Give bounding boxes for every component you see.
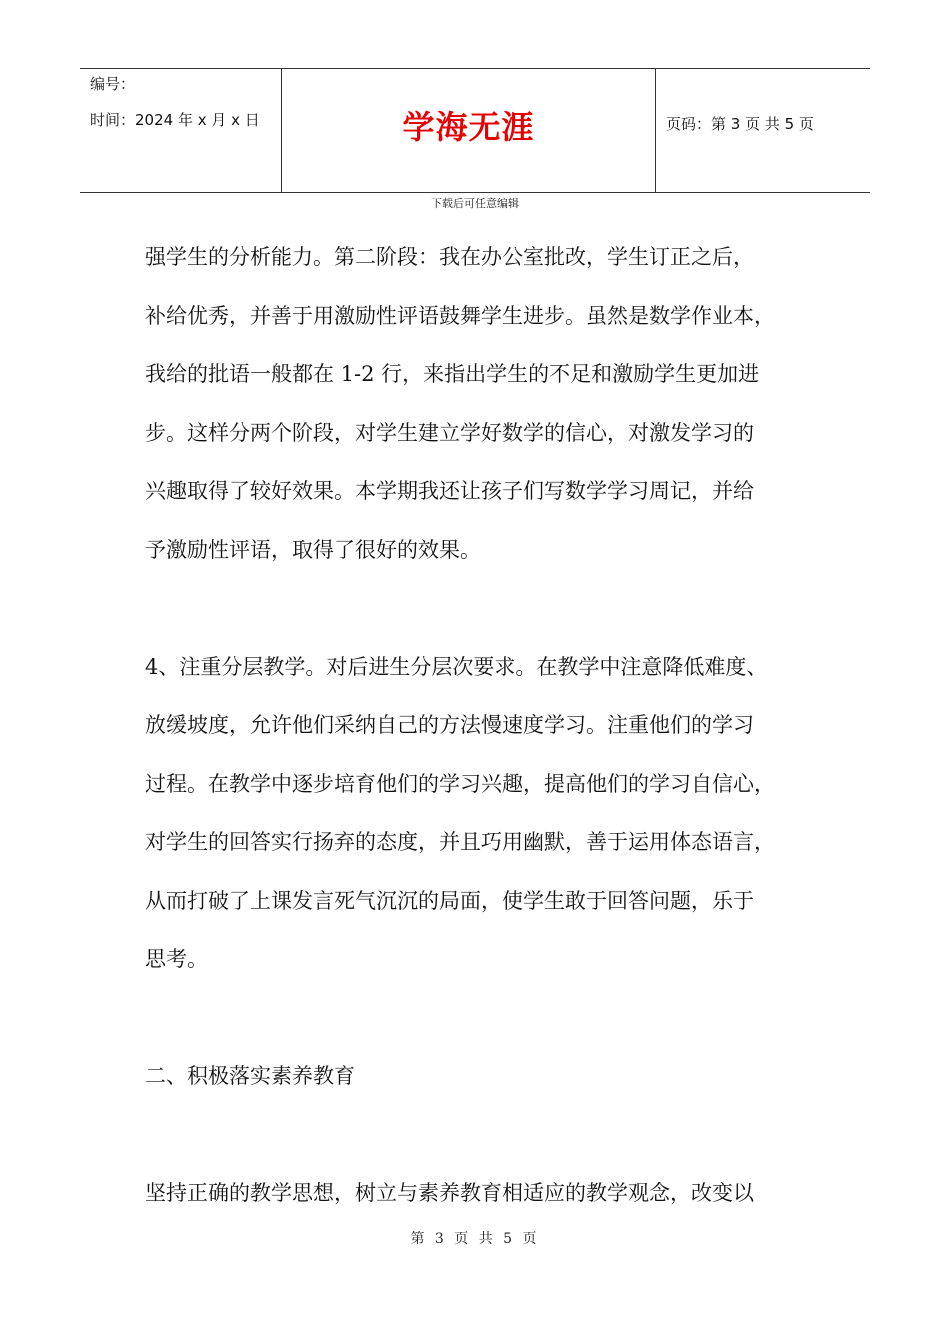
text-line: 思考。	[145, 947, 208, 971]
text-line: 步。这样分两个阶段，对学生建立学好数学的信心，对激发学习的	[145, 420, 754, 445]
text-line: 过程。在教学中逐步培育他们的学习兴趣，提高他们的学习自信心，	[145, 771, 775, 796]
text-line: 我给的批语一般都在 1-2 行，来指出学生的不足和激励学生更加进	[145, 362, 760, 386]
document-header	[80, 68, 870, 193]
paragraph-gap	[145, 1106, 835, 1165]
document-body	[145, 228, 835, 1223]
text-line: 补给优秀，并善于用激励性评语鼓舞学生进步。虽然是数学作业本，	[145, 303, 775, 328]
page-number-label: 页码：第 3 页 共 5 页	[666, 115, 814, 133]
header-page-cell	[656, 69, 870, 192]
header-brand-cell	[282, 69, 656, 192]
header-info-cell	[80, 69, 282, 192]
text-line: 从而打破了上课发言死气沉沉的局面，使学生敢于回答问题，乐于	[145, 888, 754, 913]
page-footer: 第 3 页 共 5 页	[410, 1231, 540, 1247]
section-heading: 二、积极落实素养教育	[145, 1064, 355, 1088]
text-line: 坚持正确的教学思想，树立与素养教育相适应的教学观念，改变以	[145, 1181, 754, 1205]
text-line: 强学生的分析能力。第二阶段：我在办公室批改，学生订正之后，	[145, 245, 754, 269]
text-line: 4、注重分层教学。对后进生分层次要求。在教学中注意降低难度、	[145, 654, 768, 679]
text-line: 予激励性评语，取得了很好的效果。	[145, 537, 481, 562]
editable-note: 下载后可任意编辑	[431, 197, 519, 210]
paragraph-gap	[145, 579, 835, 638]
text-line: 放缓坡度，允许他们采纳自己的方法慢速度学习。注重他们的学习	[145, 713, 754, 737]
text-line: 对学生的回答实行扬弃的态度，并且巧用幽默，善于运用体态语言，	[145, 830, 775, 854]
text-line: 兴趣取得了较好效果。本学期我还让孩子们写数学学习周记，并给	[145, 479, 754, 503]
paragraph-gap	[145, 989, 835, 1048]
document-code-label: 编号：	[90, 75, 136, 93]
brand-title: 学海无涯	[402, 107, 535, 146]
document-date-label: 时间：2024 年 x 月 x 日	[90, 111, 260, 129]
